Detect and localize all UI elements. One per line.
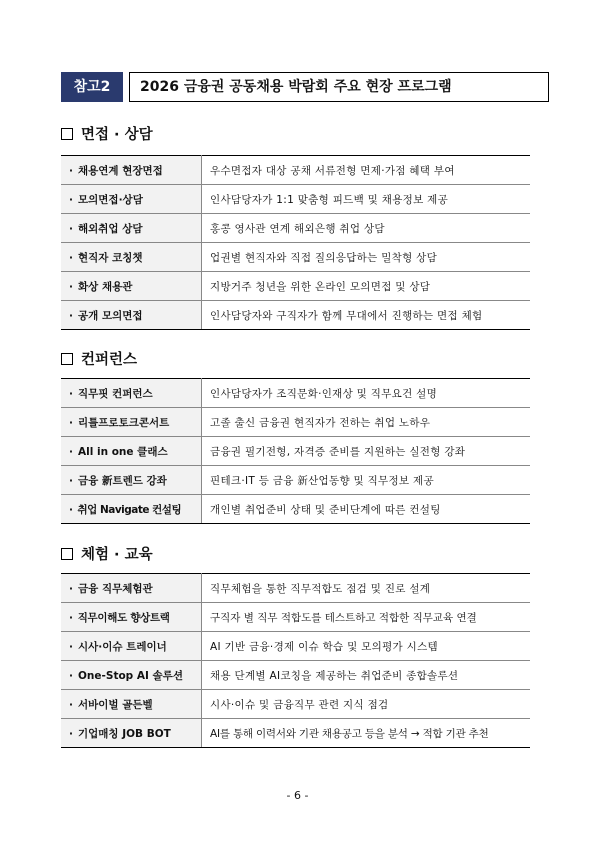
document-title: 2026 금융권 공동채용 박람회 주요 현장 프로그램: [129, 72, 549, 102]
table-row: [61, 156, 530, 185]
program-name: · 금융 新트렌드 강좌: [61, 466, 202, 495]
program-desc: 인사담당자가 조직문화·인재상 및 직무요건 설명: [202, 379, 531, 408]
program-desc: 핀테크·IT 등 금융 新산업동향 및 직무정보 제공: [202, 466, 531, 495]
program-name: · 취업 Navigate 컨설팅: [61, 495, 202, 524]
table-row: [61, 495, 530, 524]
program-desc: 우수면접자 대상 공채 서류전형 면제·가점 혜택 부여: [202, 156, 531, 185]
table-row: [61, 690, 530, 719]
program-desc: 업권별 현직자와 직접 질의응답하는 밀착형 상담: [202, 243, 531, 272]
checkbox-square-icon: [61, 353, 73, 365]
program-desc: 구직자 별 직무 적합도를 테스트하고 적합한 직무교육 연결: [202, 603, 531, 632]
program-name: · 직무핏 컨퍼런스: [61, 379, 202, 408]
program-table-interview: [61, 155, 530, 330]
table-row: [61, 185, 530, 214]
table-row: [61, 603, 530, 632]
program-name: · 공개 모의면접: [61, 301, 202, 330]
table-row: [61, 437, 530, 466]
program-name: · 화상 채용관: [61, 272, 202, 301]
section-title-conference: 컨퍼런스: [61, 350, 137, 370]
program-name: · All in one 클래스: [61, 437, 202, 466]
program-desc: 인사담당자와 구직자가 함께 무대에서 진행하는 면접 체험: [202, 301, 531, 330]
reference-badge: 참고2: [61, 72, 123, 102]
checkbox-square-icon: [61, 548, 73, 560]
section-title-interview: 면접 · 상담: [61, 125, 153, 145]
program-desc: 지방거주 청년을 위한 온라인 모의면접 및 상담: [202, 272, 531, 301]
program-desc: 개인별 취업준비 상태 및 준비단계에 따른 컨설팅: [202, 495, 531, 524]
program-desc: 홍콩 영사관 연계 해외은행 취업 상담: [202, 214, 531, 243]
table-row: [61, 379, 530, 408]
program-name: · 직무이해도 향상트랙: [61, 603, 202, 632]
program-name: · 해외취업 상담: [61, 214, 202, 243]
section-title-experience: 체험 · 교육: [61, 545, 153, 565]
program-name: · 시사·이슈 트레이너: [61, 632, 202, 661]
table-row: [61, 214, 530, 243]
table-row: [61, 632, 530, 661]
program-table-conference: [61, 378, 530, 524]
table-row: [61, 243, 530, 272]
checkbox-square-icon: [61, 128, 73, 140]
table-row: [61, 408, 530, 437]
program-desc: 고졸 출신 금융권 현직자가 전하는 취업 노하우: [202, 408, 531, 437]
program-desc: 시사·이슈 및 금융직무 관련 지식 점검: [202, 690, 531, 719]
table-row: [61, 719, 530, 748]
program-desc: 인사담당자가 1:1 맞춤형 피드백 및 채용정보 제공: [202, 185, 531, 214]
table-row: [61, 574, 530, 603]
program-desc: AI 기반 금융·경제 이슈 학습 및 모의평가 시스템: [202, 632, 531, 661]
program-name: · 금융 직무체험관: [61, 574, 202, 603]
program-table-experience: [61, 573, 530, 748]
program-name: · 채용연계 현장면접: [61, 156, 202, 185]
program-desc: 금융권 필기전형, 자격증 준비를 지원하는 실전형 강좌: [202, 437, 531, 466]
program-name: · 서바이벌 골든벨: [61, 690, 202, 719]
program-name: · 현직자 코칭챗: [61, 243, 202, 272]
table-row: [61, 466, 530, 495]
page-number: - 6 -: [286, 789, 309, 802]
table-row: [61, 301, 530, 330]
program-name: · One-Stop AI 솔루션: [61, 661, 202, 690]
program-desc: AI를 통해 이력서와 기관 채용공고 등을 분석 → 적합 기관 추천: [202, 719, 531, 748]
table-row: [61, 272, 530, 301]
program-desc: 직무체험을 통한 직무적합도 점검 및 진로 설계: [202, 574, 531, 603]
table-row: [61, 661, 530, 690]
header: [61, 72, 539, 102]
program-name: · 리틀프로토크콘서트: [61, 408, 202, 437]
program-name: · 모의면접·상담: [61, 185, 202, 214]
program-desc: 채용 단계별 AI코칭을 제공하는 취업준비 종합솔루션: [202, 661, 531, 690]
program-name: · 기업매칭 JOB BOT: [61, 719, 202, 748]
